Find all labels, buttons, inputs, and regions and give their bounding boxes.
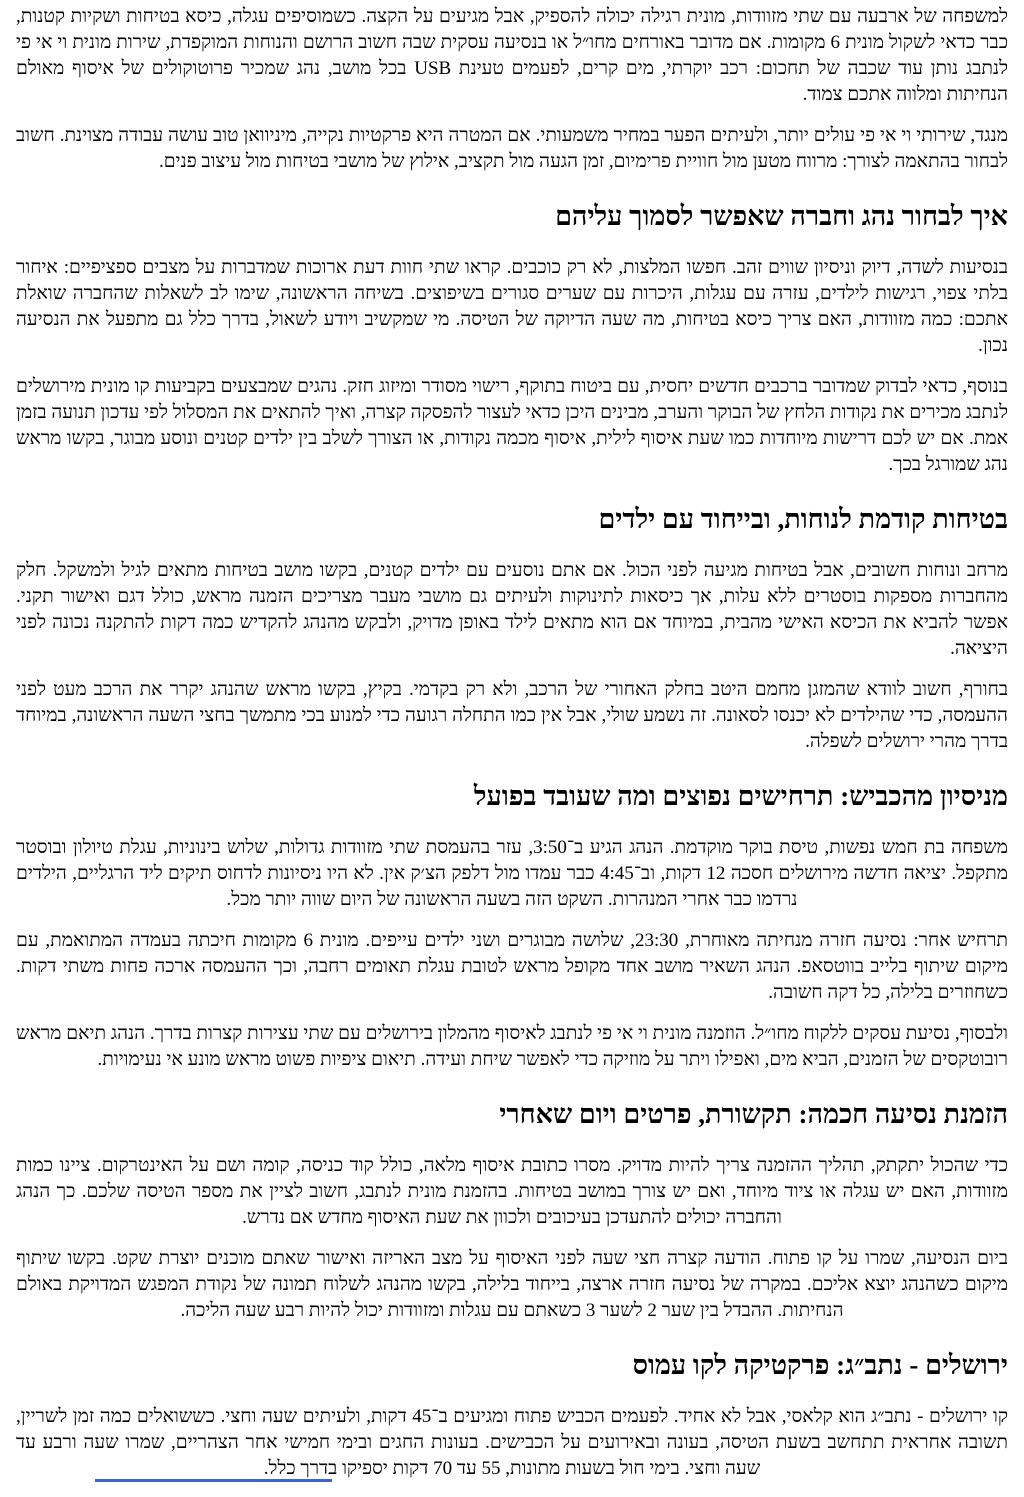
paragraph-vehicle-checks: בנוסף, כדאי לבדוק שמדובר ברכבים חדשים יחסית, עם ביטוח בתוקף, רישוי מסודר ומיזוג חזק. נהגים שמבצעים בקביעות קו מונית מירושלים לנתבג מכירים את נקודות הלחץ של הבוקר והערב, מבינים היכן כדאי לעצור להפסקה קצרה, ואיך להתאים את המסלול לפי עדכון תנועה בזמן אמת. אם יש לכם דרישות מיוחדות כמו שעת איסוף לילית, איסוף מכמה נקודות, או הצורך לשלב בין ילדים קטנים ונוסע מבוגר, בקשו מראש נהג שמורגל בכך.	[16, 376, 1008, 475]
intro-paragraph-vehicle-sizes: למשפחה של ארבעה עם שתי מזוודות, מונית רגילה יכולה להספיק, אבל מגיעים על הקצה. כשמוסיפים עגלה, כיסא בטיחות ושקיות קטנות, כבר כדאי לשקול מונית 6 מקומות. אם מדובר באורחים מחו״ל או בנסיעה עסקית שבה חשוב הרושם והנוחות המוקפדת, שירות מונית וי אי פי לנתבג נותן עוד שכבה של תחכום: רכב יוקרתי, מים קרים, לפעמים טעינת USB בכל מושב, נהג שמכיר פרוטוקולים של איסוף מאולם הנחיתות ומלווה אתכם צמוד.	[16, 6, 1008, 105]
section-heading-smart-booking: הזמנת נסיעה חכמה: תקשורת, פרטים ויום שאחרי	[499, 1099, 1008, 1129]
section-heading-jerusalem-airport-line: ירושלים - נתב״ג: פרקטיקה לקו עמוס	[632, 1350, 1008, 1380]
paragraph-scenario-late-landing: תרחיש אחר: נסיעה חזרה מנחיתה מאוחרת, 23:30, שלושה מבוגרים ושני ילדים עייפים. מונית 6 מקומות חיכתה בעמדה המתואמת, עם מיקום שיתוף בלייב בווטסאפ. הנהג השאיר מושב אחד מקופל מראש לטובת עגלת תאומים רחבה, וכך ההעמסה ארכה פחות משתי דקות. כשחוזרים בלילה, כל דקה חשובה.	[16, 930, 1008, 1003]
clipped-link-top-sliver[interactable]	[95, 1479, 332, 1482]
section-heading-safety-children: בטיחות קודמת לנוחות, ובייחוד עם ילדים	[598, 504, 1008, 534]
paragraph-scenario-morning-flight: משפחה בת חמש נפשות, טיסת בוקר מוקדמת. הנהג הגיע ב־3:50, עזר בהעמסת שתי מזוודות גדולות, שלוש בינוניות, עגלת טיולון ובוסטר מתקפל. יציאה חדשה מירושלים חסכה 12 דקות, וב־4:45 כבר עמדו מול דלפק הצ׳ק אין. לא היו ניסיונות לדחוס תיקים ליד הרגליים, הילדים נרדמו כבר אחרי המנהרות. השקט הזה בשעה הראשונה של היום שווה יותר מכל.	[16, 837, 1009, 910]
paragraph-travel-day-communication: ביום הנסיעה, שמרו על קו פתוח. הודעה קצרה חצי שעה לפני האיסוף על מצב האריזה ואישור שאתם מוכנים יוצרת שקט. בקשו שיתוף מיקום כשהנהג יוצא אליכם. במקרה של נסיעה חזרה ארצה, בייחוד בלילה, בקשו מהנהג לשלוח תמונה של נקודת המפגש המדויקת באולם הנחיתות. ההבדל בין שער 2 לשער 3 כשאתם עם עגלות ומזוודות יכול להיות רבע שעה הליכה.	[16, 1248, 1008, 1321]
intro-paragraph-vip-tradeoff: מנגד, שירותי וי אי פי עולים יותר, ולעיתים הפער במחיר משמעותי. אם המטרה היא פרקטיות נקייה, מיניוואן טוב עושה עבודה מצוינת. חשוב לבחור בהתאמה לצורך: מרווח מטען מול חוויית פרימיום, זמן הגעה מול תקציב, אילוץ של מושבי בטיחות מול עיצוב פנים.	[16, 125, 1008, 172]
section-heading-choosing-driver: איך לבחור נהג וחברה שאפשר לסמוך עליהם	[555, 201, 1008, 231]
paragraph-booking-details: כדי שהכול יתקתק, תהליך ההזמנה צריך להיות מדויק. מסרו כתובת איסוף מלאה, כולל קוד כניסה, קומה ושם על האינטרקום. ציינו כמות מזוודות, האם יש עגלה או ציוד מיוחד, ואם יש צורך במושב בטיחות. בהזמנת מונית לנתבג, חשוב לציין את מספר הטיסה שלכם. כך הנהג והחברה יכולים להתעדכן בעיכובים ולכוון את שעת האיסוף מחדש אם נדרש.	[16, 1155, 1008, 1228]
section-heading-road-scenarios: מניסיון מהכביש: תרחישים נפוצים ומה שעובד בפועל	[473, 781, 1008, 811]
paragraph-recommendations: בנסיעות לשדה, דיוק וניסיון שווים זהב. חפשו המלצות, לא רק כוכבים. קראו שתי חוות דעת ארוכות שמדברות על מצבים ספציפיים: איחור בלתי צפוי, רגישות לילדים, עזרה עם עגלות, היכרות עם שערים סגורים בשיפוצים. בשיחה הראשונה, שימו לב לשאלות שהחברה שואלת אתכם: כמה מזוודות, האם צריך כיסא בטיחות, מה שעה הדיוקה של הטיסה. מי שמקשיב ויודע לשאול, בדרך כלל גם מתפעל את הנסיעה נכון.	[16, 257, 1008, 356]
paragraph-travel-time-estimates: קו ירושלים - נתב״ג הוא קלאסי, אבל לא אחיד. לפעמים הכביש פתוח ומגיעים ב־45 דקות, ולעיתים שעה וחצי. כששואלים כמה זמן לשריין, תשובה אחראית תתחשב בשעת הטיסה, בעונה ובאירועים על הכבישים. בעונות החגים ובימי חמישי אחר הצהריים, שמרו שעה ורבע עד שעה וחצי. בימי חול בשעות מתונות, 55 עד 70 דקות יספיקו בדרך כלל.	[16, 1406, 1008, 1479]
paragraph-child-seats: מרחב ונוחות חשובים, אבל בטיחות מגיעה לפני הכול. אם אתם נוסעים עם ילדים קטנים, בקשו מושב בטיחות מתאים לגיל ולמשקל. חלק מהחברות מספקות בוסטרים ללא עלות, אך כיסאות לתינוקות ולעיתים גם מושבי מעבר מצריכים הזמנה מראש, כולל דגם ואישור תקני. אפשר להביא את הכיסא האישי מהבית, במיוחד אם הוא מתאים לילד באופן מדויק, ולבקש מהנהג להקדיש כמה דקות להתקנה נכונה לפני היציאה.	[16, 560, 1008, 659]
paragraph-scenario-business-trip: ולבסוף, נסיעת עסקים ללקוח מחו״ל. הוזמנה מונית וי אי פי לנתבג לאיסוף מהמלון בירושלים עם שתי עצירות קצרות בדרך. הנהג תיאם מראש רובוטקסים של הזמנים, הביא מים, ואפילו ויתר על מוזיקה כדי לאפשר שיחת ועידה. תיאום ציפיות פשוט מראש מונע אי נעימויות.	[16, 1023, 1008, 1070]
paragraph-climate-comfort: בחורף, חשוב לוודא שהמזגן מחמם היטב בחלק האחורי של הרכב, ולא רק בקדמי. בקיץ, בקשו מראש שהנהג יקרר את הרכב מעט לפני ההעמסה, כדי שהילדים לא יכנסו לסאונה. זה נשמע שולי, אבל אין כמו התחלה רגועה כדי למנוע בכי מתמשך בחצי השעה הראשונה, במיוחד בדרך מהרי ירושלים לשפלה.	[16, 679, 1008, 752]
